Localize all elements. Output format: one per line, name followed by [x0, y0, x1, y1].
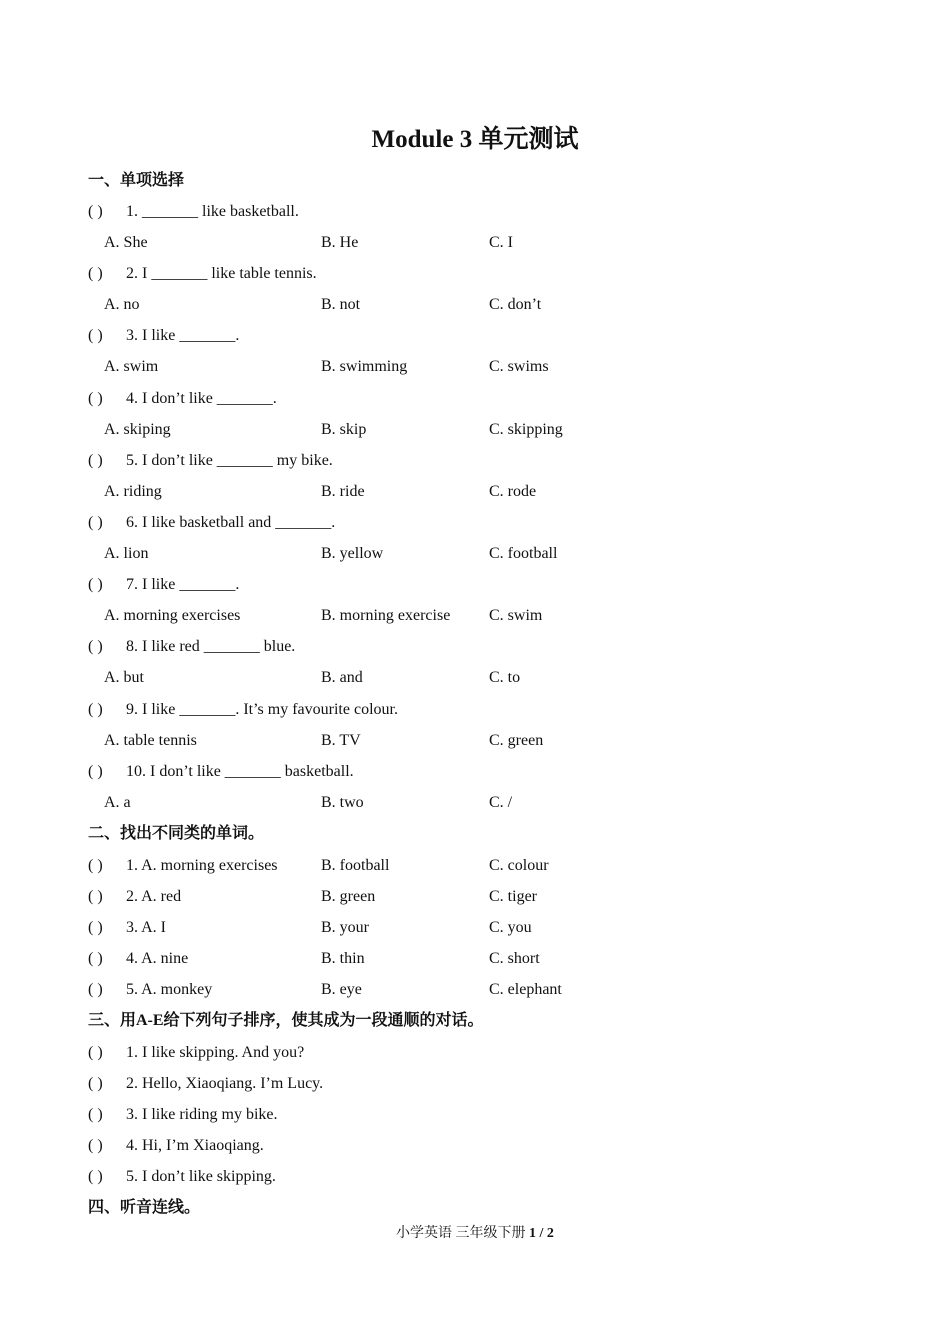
answer-blank: ( )	[88, 638, 103, 656]
option-b: B. thin	[321, 950, 365, 968]
option-b: B. your	[321, 919, 369, 937]
answer-blank: ( )	[88, 1044, 103, 1061]
answer-blank: ( )	[88, 919, 103, 937]
options-row	[88, 667, 888, 689]
options-row	[88, 356, 888, 378]
option-b: B. He	[321, 234, 359, 251]
question-row	[88, 1104, 888, 1126]
answer-blank: ( )	[88, 265, 103, 283]
option-a: A. skiping	[104, 420, 171, 438]
option-b: B. ride	[321, 482, 365, 500]
section-3-heading: 三、用A-E给下列句子排序，使其成为一段通顺的对话。	[88, 1012, 484, 1029]
question-row	[88, 636, 888, 658]
question-row	[88, 917, 888, 939]
answer-blank: ( )	[88, 327, 103, 345]
question-row	[88, 948, 888, 970]
sentence-text: 1. I like skipping. And you?	[126, 1044, 305, 1061]
question-text: 1. _______ like basketball.	[126, 203, 299, 220]
answer-blank: ( )	[88, 1168, 103, 1186]
options-row	[88, 730, 888, 752]
option-c: C. I	[489, 234, 513, 251]
question-row	[88, 1042, 888, 1064]
option-b: B. green	[321, 888, 376, 906]
option-b: B. eye	[321, 981, 362, 999]
option-a: A. but	[104, 669, 144, 687]
option-b: B. and	[321, 669, 363, 687]
answer-blank: ( )	[88, 1106, 103, 1124]
answer-blank: ( )	[88, 451, 103, 469]
option-a: A. a	[104, 793, 131, 811]
option-c: C. swim	[489, 607, 543, 625]
question-text: 4. I don’t like _______.	[126, 389, 277, 407]
option-b: B. two	[321, 793, 364, 811]
option-a: 5. A. monkey	[126, 981, 213, 999]
answer-blank: ( )	[88, 576, 103, 594]
option-c: C. /	[489, 793, 513, 811]
option-a: A. morning exercises	[104, 607, 241, 625]
option-a: A. table tennis	[104, 731, 197, 749]
option-c: C. to	[489, 669, 521, 687]
question-text: 9. I like _______. It’s my favourite colour.	[126, 700, 398, 718]
option-c: C. elephant	[489, 981, 562, 999]
option-c: C. skipping	[489, 420, 563, 438]
question-row	[88, 1166, 888, 1188]
question-row	[88, 1073, 888, 1095]
sentence-text: 2. Hello, Xiaoqiang. I’m Lucy.	[126, 1075, 324, 1093]
page-title: Module 3 单元测试	[371, 126, 579, 153]
question-row	[88, 574, 888, 596]
question-text: 10. I don’t like _______ basketball.	[126, 762, 354, 780]
option-c: C. tiger	[489, 888, 537, 906]
question-row	[88, 512, 888, 534]
option-c: C. swims	[489, 358, 549, 376]
answer-blank: ( )	[88, 514, 103, 531]
option-a: A. riding	[104, 482, 162, 500]
option-b: B. skip	[321, 420, 367, 438]
answer-blank: ( )	[88, 981, 103, 999]
section-2-heading: 二、找出不同类的单词。	[88, 825, 265, 842]
sentence-text: 5. I don’t like skipping.	[126, 1168, 276, 1186]
option-c: C. football	[489, 545, 558, 562]
option-a: A. lion	[104, 545, 149, 562]
question-row	[88, 1135, 888, 1157]
option-c: C. green	[489, 731, 544, 749]
options-row	[88, 792, 888, 814]
sentence-text: 4. Hi, I’m Xiaoqiang.	[126, 1137, 264, 1155]
question-row	[88, 699, 888, 721]
question-text: 6. I like basketball and _______.	[126, 514, 336, 531]
options-row	[88, 543, 888, 565]
question-row	[88, 201, 888, 223]
question-row	[88, 325, 888, 347]
option-c: C. you	[489, 919, 532, 937]
option-a: A. She	[104, 234, 148, 251]
option-b: B. not	[321, 296, 361, 314]
answer-blank: ( )	[88, 389, 103, 407]
answer-blank: ( )	[88, 203, 103, 220]
question-row	[88, 761, 888, 783]
option-a: 4. A. nine	[126, 950, 189, 968]
option-a: 1. A. morning exercises	[126, 857, 278, 874]
option-a: 2. A. red	[126, 888, 182, 906]
question-text: 8. I like red _______ blue.	[126, 638, 296, 656]
question-row	[88, 388, 888, 410]
section-4-heading: 四、听音连线。	[88, 1199, 201, 1216]
answer-blank: ( )	[88, 888, 103, 906]
sentence-text: 3. I like riding my bike.	[126, 1106, 278, 1124]
options-row	[88, 481, 888, 503]
options-row	[88, 419, 888, 441]
question-row	[88, 263, 888, 285]
question-text: 3. I like _______.	[126, 327, 240, 345]
options-row	[88, 294, 888, 316]
answer-blank: ( )	[88, 700, 103, 718]
question-text: 2. I _______ like table tennis.	[126, 265, 317, 283]
page-number: 1 / 2	[529, 1226, 554, 1241]
question-text: 7. I like _______.	[126, 576, 240, 594]
option-c: C. rode	[489, 482, 537, 500]
option-c: C. don’t	[489, 296, 542, 314]
question-text: 5. I don’t like _______ my bike.	[126, 451, 333, 469]
option-b: B. swimming	[321, 358, 408, 376]
page-footer	[0, 1225, 950, 1243]
footer-text: 小学英语 三年级下册	[396, 1226, 530, 1241]
answer-blank: ( )	[88, 857, 103, 874]
option-b: B. yellow	[321, 545, 384, 562]
option-a: 3. A. I	[126, 919, 166, 937]
answer-blank: ( )	[88, 762, 103, 780]
question-row	[88, 979, 888, 1001]
question-row	[88, 450, 888, 472]
option-a: A. swim	[104, 358, 159, 376]
option-b: B. morning exercise	[321, 607, 451, 625]
option-b: B. football	[321, 857, 390, 874]
question-row	[88, 855, 888, 877]
option-b: B. TV	[321, 731, 361, 749]
answer-blank: ( )	[88, 1137, 103, 1155]
option-c: C. short	[489, 950, 540, 968]
option-a: A. no	[104, 296, 140, 314]
answer-blank: ( )	[88, 1075, 103, 1093]
option-c: C. colour	[489, 857, 549, 874]
question-row	[88, 886, 888, 908]
options-row	[88, 605, 888, 627]
options-row	[88, 232, 888, 254]
section-1-heading: 一、单项选择	[88, 172, 185, 189]
answer-blank: ( )	[88, 950, 103, 968]
